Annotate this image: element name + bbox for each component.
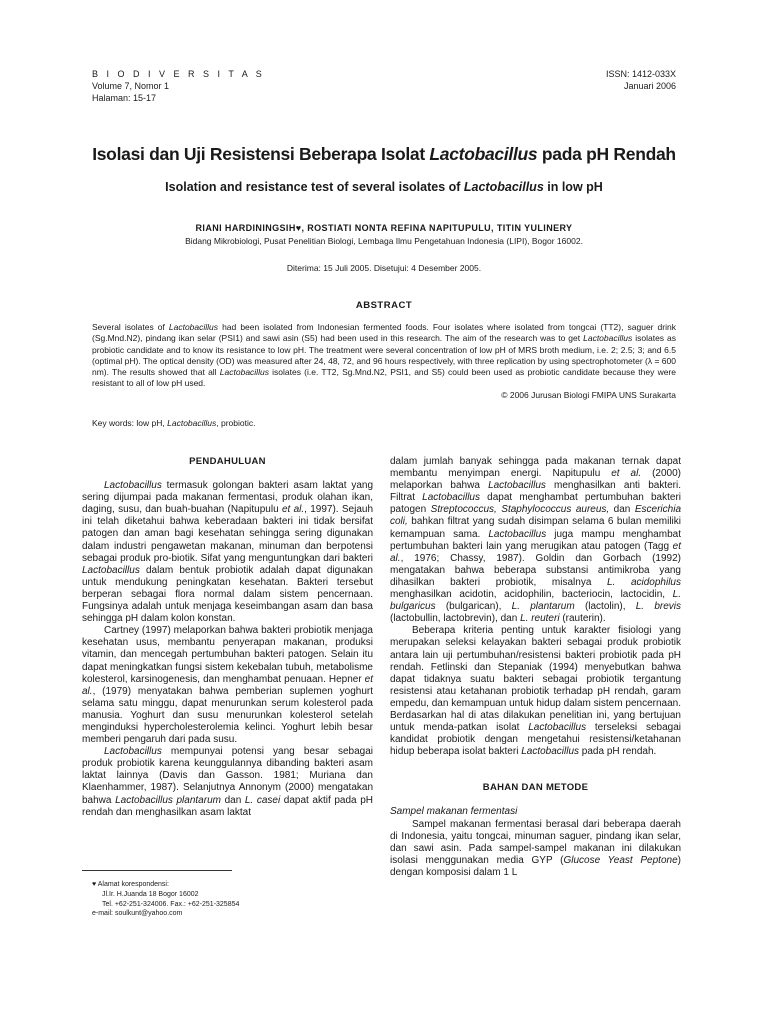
authors: RIANI HARDININGSIH♥, ROSTIATI NONTA REFINA NAPITUPULU, TITIN YULINERY [195,223,573,233]
received-accepted-dates: Diterima: 15 Juli 2005. Disetujui: 4 Desember 2005. [286,263,482,273]
correspondence-footnote [92,880,282,919]
journal-header [92,68,265,104]
abstract [92,322,676,401]
subsection-heading: Sampel makanan fermentasi [390,806,518,818]
paragraph: Lactobacillus mempunyai potensi yang besar sebagai produk probiotik karena keunggulannya dibanding bakteri asam laktat lainnya (Davis dan Gasson. 1981; Muriana dan Klaenhammer, 1987). Selanjutnya Annonym (2000) mengatakan bahwa Lactobacillus plantarum dan L. casei dapat aktif pada pH rendah dan menghasilkan asam laktat [82,746,373,818]
paragraph: Cartney (1997) melaporkan bahwa bakteri probiotik menjaga kesehatan usus, membantu penyerapan makanan, produksi vitamin, dan mencegah pertumbuhan bakteri patogen. Selain itu dapat meningkatkan fungsi sistem kekebalan tubuh, metabolisme kolesterol, karsinogenesis, dan menghambat penuaan. Hepner et al., (1979) menyatakan bahwa pemberian suplemen yoghurt selama satu minggu, dapat menurunkan serum kolesterol pada manusia. Yoghurt dan susu menurunkan kolesterol setelah menginduksi hypercholesterolemia kelinci. Yoghurt lebih besar memberi pengaruh dari pada susu. [82,625,373,746]
journal-name: B I O D I V E R S I T A S [92,69,265,79]
footnote-phone: Tel. +62-251-324006. Fax.: +62-251-325854 [102,900,240,908]
abstract-heading: ABSTRACT [355,300,413,311]
paragraph: dalam jumlah banyak sehingga pada makanan ternak dapat membantu menyimpan energi. Napitupulu et al. (2000) melaporkan bahwa Lactobacillus menghasilkan anti bakteri. Filtrat Lactobacillus dapat menghambat pertumbuhan bakteri patogen Streptococcus, Staphylococcus aureus, dan Escerichia coli, bahkan filtrat yang sudah disimpan selama 6 bulan memiliki kemampuan sama. Lactobacillus juga mampu menghambat pertumbuhan bakteri lain yang merugikan atau patogen (Tagg et al., 1976; Chassy, 1987). Goldin dan Gorbach (1992) mengatakan bahwa beberapa substansi antimikroba yang dihasilkan bakteri probiotik, misalnya L. acidophilus menghasilkan acidotin, acidophilin, bacteriocin, lactocidin, L. bulgaricus (bulgarican), L. plantarum (lactolin), L. brevis (lactobullin, lactobrevin), dan L. reuteri (rauterin). [390,456,682,625]
footnote-label: ♥ Alamat korespondensi: [92,881,169,888]
paragraph: Lactobacillus termasuk golongan bakteri asam laktat yang sering dijumpai pada makanan fermentasi, produk olahan ikan, daging, susu, dan buah-buahan (Napitupulu et al., 1997). Sejauh ini telah diketahui bahwa keberadaan bakteri ini tidak bersifat patogen dan aman bagi kesehatan sehingga sering digunakan dalam industri pengawetan makanan, minuman dan berpotensi sebagai produk pro-biotik. Sifat yang menguntungkan dari bakteri Lactobacillus dalam bentuk probiotik adalah dapat digunakan untuk mendukung peningkatan kesehatan. Bakteri tersebut berperan sebagai flora normal dalam sistem pencernaan. Fungsinya adalah untuk menjaga keseimbangan asam dan basa sehingga pH dalam kolon konstan. [82,480,374,625]
section-heading-pendahuluan: PENDAHULUAN [189,456,266,467]
section-heading-bahan-dan-metode: BAHAN DAN METODE [482,782,589,794]
paragraph: Beberapa kriteria penting untuk karakter fisiologi yang merupakan seleksi kelayakan bakteri sebagai produk probiotik antara lain uji pertumbuhan/resistensi bakteri probiotik pada pH rendah. Fetlinski dan Stepaniak (1994) menyebutkan bahwa dapat tidaknya suatu bakteri sebagai probiotik tergantung resistensi atau ketahanan probiotik terhadap pH rendah, garam empedu, dan kemampuan untuk hidup dalam sistem pencernaan. Berdasarkan hal di atas dilakukan penelitian ini, yang bertujuan untuk menda-patkan isolat Lactobacillus terseleksi sebagai kandidat probiotik dengan mengetahui resistensi/ketahanan hidup beberapa isolat bakteri Lactobacillus pada pH rendah. [390,625,681,758]
abstract-text: Several isolates of Lactobacillus had been isolated from Indonesian fermented foods. Four isolates where isolated from tongcai (TT2), saguer drink (Sg.Mnd.N2), pindang ikan selar (PSI1) and sawi asin (S5) had been used in this research. The aim of the research was to get Lactobacillus isolates as probiotic candidate and to know its resistance to low pH. The treatment were several concentration of low pH of MRS broth medium, i.e. 2; 2.5; 3; and 6.5 (optimal pH). The optical density (OD) was measured after 24, 48, 72, and 96 hours respectively, with three replication by using spectrophotometer (λ = 600 nm). The results showed that all Lactobacillus isolates (i.e. TT2, Sg.Mnd.N2, PSI1, and S5) could been used as probiotic candidate because they were resistant to all of low pH used. [92,322,676,389]
journal-volume: Volume 7, Nomor 1 [92,81,170,91]
footnote-rule [82,870,232,871]
keywords: Key words: low pH, Lactobacillus, probiotic. [92,418,256,428]
paper-title: Isolasi dan Uji Resistensi Beberapa Isolat Lactobacillus pada pH Rendah [92,144,676,164]
journal-pages: Halaman: 15-17 [92,93,157,103]
footnote-email: e-mail: soulkunt@yahoo.com [92,910,183,918]
left-column [82,456,373,819]
section-spacer [390,758,681,782]
paper-subtitle: Isolation and resistance test of several isolates of Lactobacillus in low pH [165,180,603,194]
journal-meta [606,68,676,92]
issn: ISSN: 1412-033X [605,69,676,79]
footnote-address: Jl.Ir. H.Juanda 18 Bogor 16002 [102,890,199,898]
right-column [390,456,681,879]
affiliation: Bidang Mikrobiologi, Pusat Penelitian Biologi, Lembaga Ilmu Pengetahuan Indonesia (LIPI), Bogor 16002. [185,236,583,246]
paragraph: Sampel makanan fermentasi berasal dari beberapa daerah di Indonesia, yaitu tongcai, minuman saguer, pindang ikan selar, dan sawi asin. Pada sampel-sampel makanan ini dilakukan isolasi menggunakan media GYP (Glucose Yeast Peptone) dengan komposisi dalam 1 L [390,818,681,878]
issue-date: Januari 2006 [623,81,676,91]
copyright: © 2006 Jurusan Biologi FMIPA UNS Surakarta [501,389,676,400]
